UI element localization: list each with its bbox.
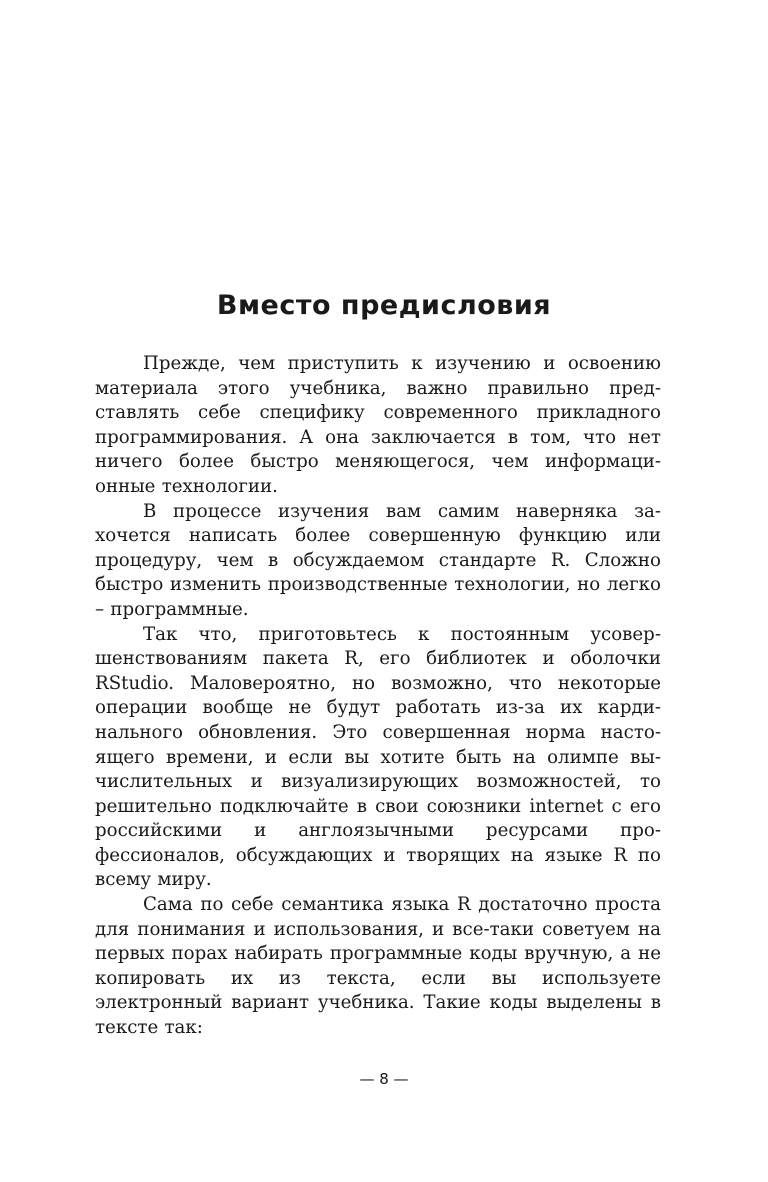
body-text [95,352,661,1041]
paragraph: Сама по себе семантика языка R достаточно проста для понимания и использования, и все-таки советуем на первых порах набирать программные коды вручную, а не копировать их из текста, если вы используете электронный вариант учебника. Такие коды выделены в тексте так: [95,894,661,1039]
paragraph: Так что, приготовьтесь к постоянным усовершенствованиям пакета R, его библиотек и оболочки RStudio. Маловероятно, но возможно, что некоторые операции вообще не будут работать из-за их кардинального обновления. Это совершенная норма настоящего времени, и если вы хотите быть на олимпе вычислительных и визуализирующих возможностей, то решительно подключайте в свои союзники internet с его российскими и англоязычными ресурсами профессионалов, обсуждающих и творящих на языке R по всему миру. [95,623,661,891]
chapter-title: Вместо предисловия [216,290,552,321]
paragraph: Прежде, чем приступить к изучению и освоению материала этого учебника, важно правильно представлять себе специфику современного прикладного программирования. А она заключается в том, что нет ничего более быстро меняющегося, чем информационные технологии. [95,353,661,497]
page-number: — 8 — [359,1070,409,1088]
paragraph: В процессе изучения вам самим наверняка захочется написать более совершенную функцию или процедуру, чем в обсуждаемом стандарте R. Сложно быстро изменить производственные технологии, но легко – программные. [95,500,661,620]
